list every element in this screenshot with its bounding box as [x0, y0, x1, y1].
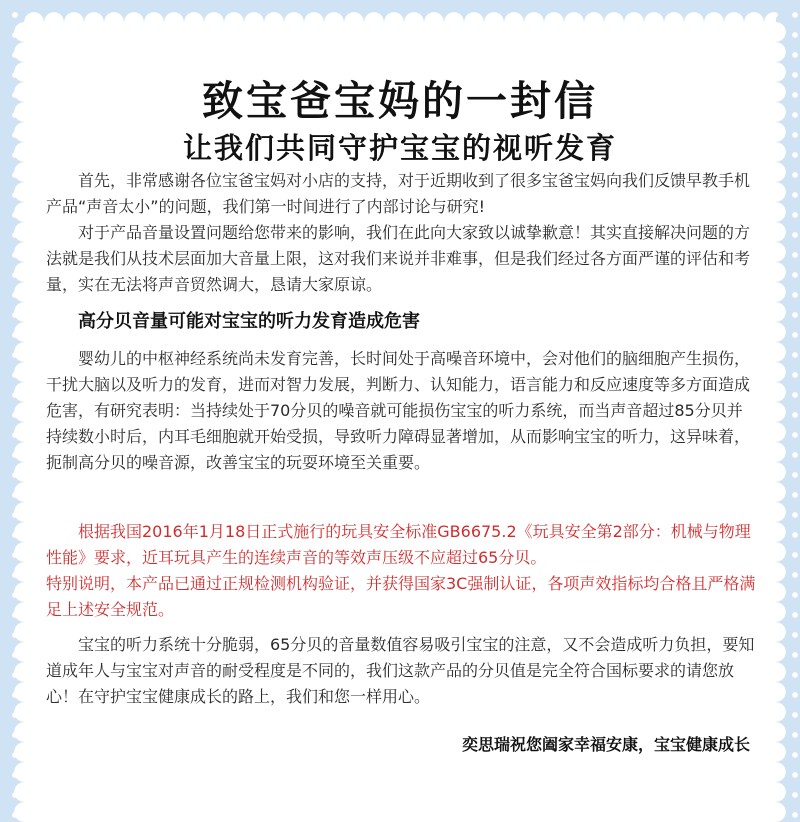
- body-paragraph-2: 宝宝的听力系统十分脆弱，65分贝的音量数值容易吸引宝宝的注意，又不会造成听力负担，要知道成年人与宝宝对声音的耐受程度是不同的，我们这款产品的分贝值是完全符合国标要求的请您放心！在守护宝宝健康成长的路上，我们和您一样用心。: [46, 635, 755, 706]
- signoff-line: 奕思瑞祝您阖家幸福安康，宝宝健康成长: [461, 735, 750, 754]
- intro-paragraph-1: 首先，非常感谢各位宝爸宝妈对小店的支持，对于近期收到了很多宝爸宝妈向我们反馈早教手机产品“声音太小”的问题，我们第一时间进行了内部讨论与研究!: [46, 171, 751, 216]
- standard-notice: 根据我国2016年1月18日正式施行的玩具安全标准GB6675.2《玩具安全第2部分：机械与物理性能》要求，近耳玩具产生的连续声音的等效声压级不应超过65分贝。: [46, 522, 751, 567]
- letter-title: 致宝爸宝妈的一封信: [202, 77, 598, 126]
- body-paragraph-1: 婴幼儿的中枢神经系统尚未发育完善，长时间处于高噪音环境中，会对他们的脑细胞产生损伤，干扰大脑以及听力的发育，进而对智力发展，判断力、认知能力，语言能力和反应速度等多方面造成危害，有研究表明：当持续处于70分贝的噪音就可能损伤宝宝的听力系统，而当声音超过85分贝并持续数小时后，内耳毛细胞就开始受损，导致听力障碍显著增加，从而影响宝宝的听力，这异味着，扼制高分贝的噪音源，改善宝宝的玩耍环境至关重要。: [46, 349, 751, 472]
- section-heading: 高分贝音量可能对宝宝的听力发育造成危害: [78, 311, 420, 332]
- certification-notice: 特别说明，本产品已通过正规检测机构验证，并获得国家3C强制认证，各项声效指标均合格且严格满足上述安全规范。: [46, 574, 756, 619]
- intro-paragraph-2: 对于产品音量设置问题给您带来的影响，我们在此向大家致以诚挚歉意！其实直接解决问题的方法就是我们从技术层面加大音量上限，这对我们来说并非难事，但是我们经过各方面严谨的评估和考量，实在无法将声音贸然调大，恳请大家原谅。: [46, 223, 751, 294]
- letter-subtitle: 让我们共同守护宝宝的视听发育: [182, 131, 617, 166]
